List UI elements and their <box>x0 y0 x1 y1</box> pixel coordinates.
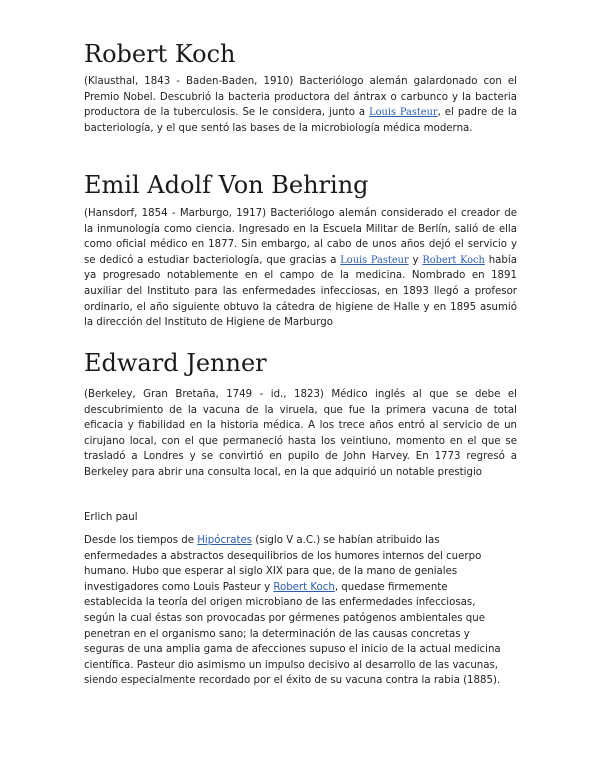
history-text-3: , quedase firmemente establecida la teoría del origen microbiano de las enfermedades infecciosas, según la cual éstas son provocadas por gérmenes patógenos ambientales que penetran en el organismo sano; la determinación de las causas concretas y seguras de una amplia gama de afecciones supuso el inicio de la actual medicina científica. Pasteur dio asimismo un impulso decisivo al desarrollo de las vacunas, siendo especialmente recordado por el éxito de su vacuna contra la rabia (1885). <box>84 581 501 687</box>
label-erlich-paul: Erlich paul <box>84 512 138 523</box>
link-hipocrates[interactable]: Hipócrates <box>197 535 253 546</box>
heading-robert-koch: Robert Koch <box>84 40 236 68</box>
link-robert-koch[interactable]: Robert Koch <box>422 254 485 266</box>
koch-text-1: (Klausthal, 1843 - Baden-Baden, 1910) Bacteriólogo alemán galardonado con el Premio Nobel. Descubrió la bacteria productora del ántrax o carbunco y la bacteria productora de la tuberculosis. Se le considera, junto a <box>84 76 517 119</box>
behring-text-1: (Hansdorf, 1854 - Marburgo, 1917) Bacteriólogo alemán considerado el creador de la inmunología como ciencia. Ingresado en la Escuela Militar de Berlín, salió de ella como oficial médico en 1877. Sin embargo, al cabo de unos años dejó el servicio y se dedicó a estudiar bacteriología, que gracias a <box>84 208 517 266</box>
paragraph-edward-jenner: (Berkeley, Gran Bretaña, 1749 - id., 1823) Médico inglés al que se debe el descubrimiento de la vacuna de la viruela, que fue la primera vacuna de total eficacia y fiabilidad en la historia médica. A los trece años entró al servicio de un cirujano local, con el que permaneció hasta los veintiuno, momento en el que se trasladó a Londres y se convirtió en pupilo de John Harvey. En 1773 regresó a Berkeley para abrir una consulta local, en la que adquirió un notable prestigio <box>84 389 517 478</box>
koch-text-2: , el padre de la bacteriología, y el que sentó las bases de la microbiología médica moderna. <box>84 107 517 134</box>
paragraph-emil-von-behring <box>84 206 517 331</box>
heading-edward-jenner: Edward Jenner <box>84 349 267 377</box>
link-louis-pasteur[interactable]: Louis Pasteur <box>369 107 438 119</box>
history-text-1: Desde los tiempos de <box>84 535 198 546</box>
behring-text-2: y <box>408 254 423 266</box>
behring-text-3: había ya progresado notablemente en el campo de la medicina. Nombrado en 1891 auxiliar del Instituto para las enfermedades infecciosas, en 1893 llegó a profesor ordinario, el año siguiente obtuvo la cátedra de higiene de Halle y en 1895 asumió la dirección del Instituto de Higiene de Marburgo <box>84 254 517 329</box>
link-louis-pasteur[interactable]: Louis Pasteur <box>340 254 409 266</box>
paragraph-robert-koch <box>84 74 517 136</box>
paragraph-history <box>84 533 509 689</box>
link-robert-koch[interactable]: Robert Koch <box>273 581 335 593</box>
heading-emil-von-behring: Emil Adolf Von Behring <box>84 171 369 199</box>
history-text-2: (siglo V a.C.) se habían atribuido las enfermedades a abstractos desequilibrios de los humores internos del cuerpo humano. Hubo que esperar al siglo XIX para que, de la mano de geniales investigadores como Louis Pasteur y <box>84 535 482 593</box>
